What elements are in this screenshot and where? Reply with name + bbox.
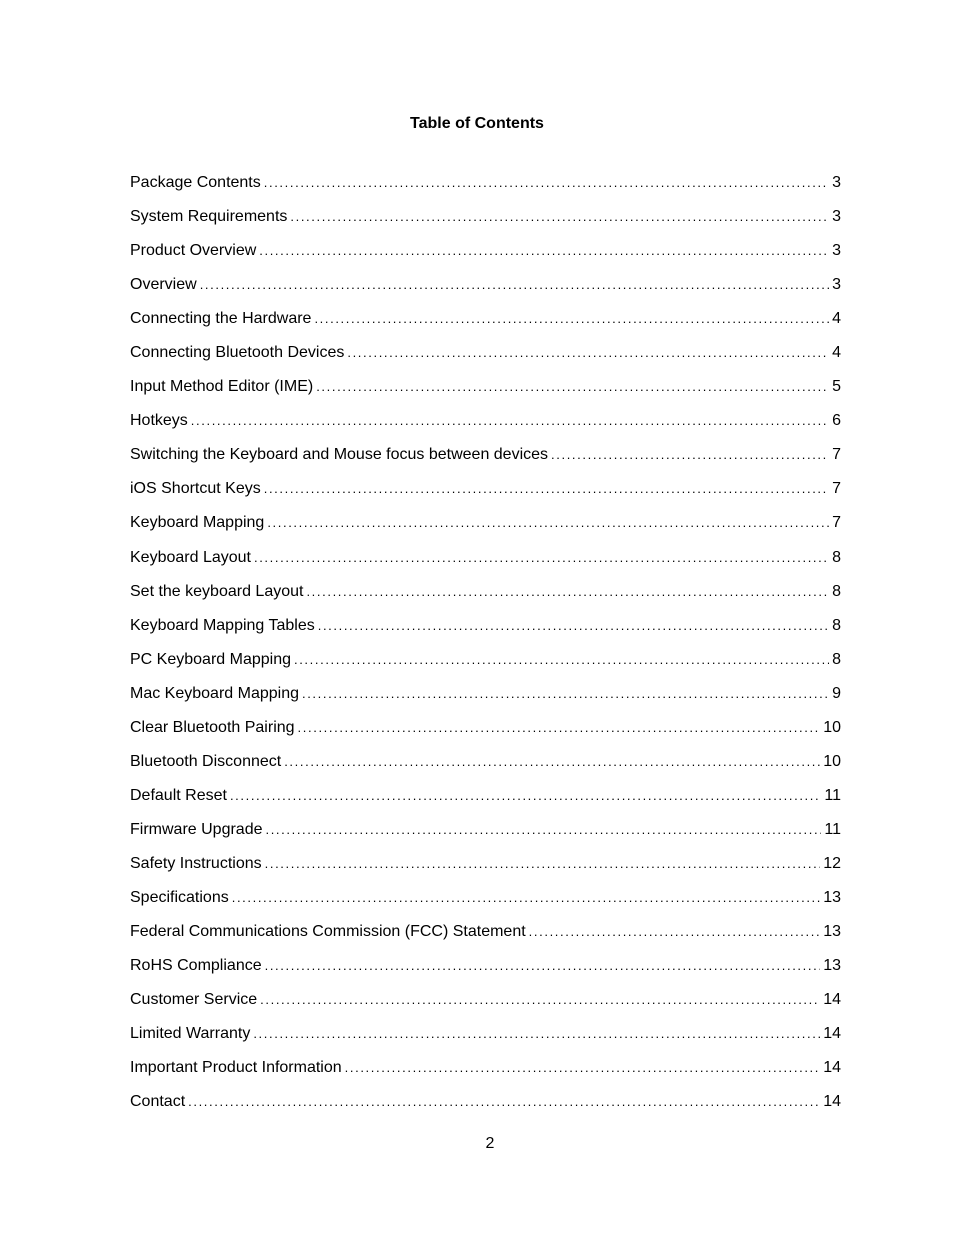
toc-entry[interactable] (130, 444, 841, 478)
toc-entry-page: 7 (832, 480, 841, 498)
toc-entry-label: Package Contents (130, 174, 261, 191)
toc-entry-label: Set the keyboard Layout (130, 582, 304, 600)
toc-entry[interactable] (130, 274, 841, 308)
toc-entry[interactable] (130, 921, 841, 955)
toc-entry-page: 9 (832, 684, 841, 702)
toc-entry-label: Contact (130, 1093, 186, 1111)
toc-entry-page: 3 (832, 174, 841, 191)
toc-entry-label: Safety Instructions (130, 854, 262, 872)
toc-entry-label: System Requirements (130, 208, 288, 226)
toc-entry-page: 5 (832, 378, 841, 396)
dot-leader (314, 308, 829, 330)
toc-entry-label: Hotkeys (130, 412, 188, 430)
toc-entry[interactable] (130, 581, 841, 615)
toc-entry[interactable] (130, 240, 841, 274)
toc-entry-label: Keyboard Mapping Tables (130, 616, 315, 634)
toc-entry[interactable] (130, 1091, 841, 1125)
toc-entry-page: 13 (823, 888, 841, 906)
toc-entry[interactable] (130, 853, 841, 887)
toc-entry[interactable] (130, 887, 841, 921)
toc-entry-label: Product Overview (130, 242, 257, 260)
toc-entry[interactable] (130, 649, 841, 683)
toc-entry[interactable] (130, 785, 841, 819)
toc-entry-page: 12 (823, 854, 841, 872)
toc-entry[interactable] (130, 410, 841, 444)
dot-leader (347, 342, 829, 364)
toc-entry-label: iOS Shortcut Keys (130, 480, 261, 498)
toc-entry[interactable] (130, 615, 841, 649)
toc-entry[interactable] (130, 512, 841, 546)
toc-entry-label: Keyboard Layout (130, 548, 251, 566)
dot-leader (260, 989, 820, 1011)
toc-entry-label: Specifications (130, 888, 229, 906)
toc-entry-label: Important Product Information (130, 1059, 342, 1077)
dot-leader (230, 785, 821, 807)
dot-leader (265, 853, 821, 875)
toc-entry-label: Customer Service (130, 991, 258, 1009)
toc-entry-page: 10 (823, 752, 841, 770)
dot-leader (318, 615, 829, 637)
dot-leader (200, 274, 829, 296)
toc-entry-page: 10 (823, 718, 841, 736)
toc-title: Table of Contents (410, 115, 544, 132)
toc-entry[interactable] (130, 547, 841, 581)
toc-entry[interactable] (130, 955, 841, 989)
dot-leader (188, 1091, 820, 1113)
toc-entry-page: 4 (832, 310, 841, 328)
toc-entry[interactable] (130, 1057, 841, 1091)
dot-leader (264, 172, 829, 194)
toc-entry[interactable] (130, 683, 841, 717)
dot-leader (191, 410, 829, 432)
toc-entry-label: Bluetooth Disconnect (130, 752, 282, 770)
dot-leader (264, 478, 829, 500)
dot-leader (316, 376, 829, 398)
toc-entry-label: Connecting Bluetooth Devices (130, 344, 345, 362)
toc-entry-label: Overview (130, 276, 197, 294)
dot-leader (253, 1023, 820, 1045)
toc-entry[interactable] (130, 1023, 841, 1057)
toc-entry-page: 8 (832, 650, 841, 668)
dot-leader (254, 547, 829, 569)
toc-entry-page: 7 (832, 446, 841, 464)
toc-entry[interactable] (130, 819, 841, 853)
dot-leader (306, 581, 829, 603)
dot-leader (232, 887, 820, 909)
toc-entry-label: Clear Bluetooth Pairing (130, 718, 295, 736)
toc-entry[interactable] (130, 478, 841, 512)
toc-entry-label: Default Reset (130, 786, 227, 804)
dot-leader (345, 1057, 821, 1079)
dot-leader (298, 717, 821, 739)
dot-leader (259, 240, 829, 262)
toc-entry-page: 3 (832, 208, 841, 226)
toc-entry[interactable] (130, 376, 841, 410)
toc-entry[interactable] (130, 989, 841, 1023)
toc-entry[interactable] (130, 751, 841, 785)
toc-entry-label: Connecting the Hardware (130, 310, 312, 328)
toc-entry-page: 11 (824, 820, 841, 838)
toc-entry-label: Firmware Upgrade (130, 820, 263, 838)
toc-entry-page: 6 (832, 412, 841, 430)
toc-entry-label: PC Keyboard Mapping (130, 650, 291, 668)
toc-entry-label: RoHS Compliance (130, 957, 262, 975)
toc-entry-page: 7 (832, 514, 841, 532)
toc-entry[interactable] (130, 172, 841, 206)
toc-entry[interactable] (130, 308, 841, 342)
toc-entry-label: Mac Keyboard Mapping (130, 684, 299, 702)
toc-entry[interactable] (130, 342, 841, 376)
toc-entry-page: 3 (832, 276, 841, 294)
dot-leader (265, 819, 821, 841)
toc-entry-page: 13 (823, 923, 841, 941)
toc-entry[interactable] (130, 206, 841, 240)
toc-entry-page: 14 (823, 1059, 841, 1077)
toc-entry-label: Switching the Keyboard and Mouse focus between devices (130, 446, 549, 464)
dot-leader (294, 649, 829, 671)
toc-entry-page: 8 (832, 616, 841, 634)
toc-entry-label: Input Method Editor (IME) (130, 378, 314, 396)
dot-leader (265, 955, 821, 977)
toc-entry[interactable] (130, 717, 841, 751)
toc-entry-page: 14 (823, 1025, 841, 1043)
toc-entry-page: 8 (832, 582, 841, 600)
toc-entry-label: Federal Communications Commission (FCC) Statement (130, 923, 526, 941)
toc-entry-page: 8 (832, 548, 841, 566)
page-number: 2 (485, 1135, 495, 1152)
toc-entry-page: 11 (824, 786, 841, 804)
dot-leader (551, 444, 829, 466)
toc-entry-page: 3 (832, 242, 841, 260)
toc-entry-page: 4 (832, 344, 841, 362)
toc-entry-page: 14 (823, 1093, 841, 1111)
toc-entry-label: Limited Warranty (130, 1025, 251, 1043)
toc-entry-label: Keyboard Mapping (130, 514, 265, 532)
dot-leader (284, 751, 820, 773)
dot-leader (290, 206, 829, 228)
toc-entry-page: 13 (823, 957, 841, 975)
toc-list (130, 172, 841, 1125)
toc-entry-page: 14 (823, 991, 841, 1009)
dot-leader (302, 683, 829, 705)
dot-leader (529, 921, 821, 943)
dot-leader (267, 512, 829, 534)
